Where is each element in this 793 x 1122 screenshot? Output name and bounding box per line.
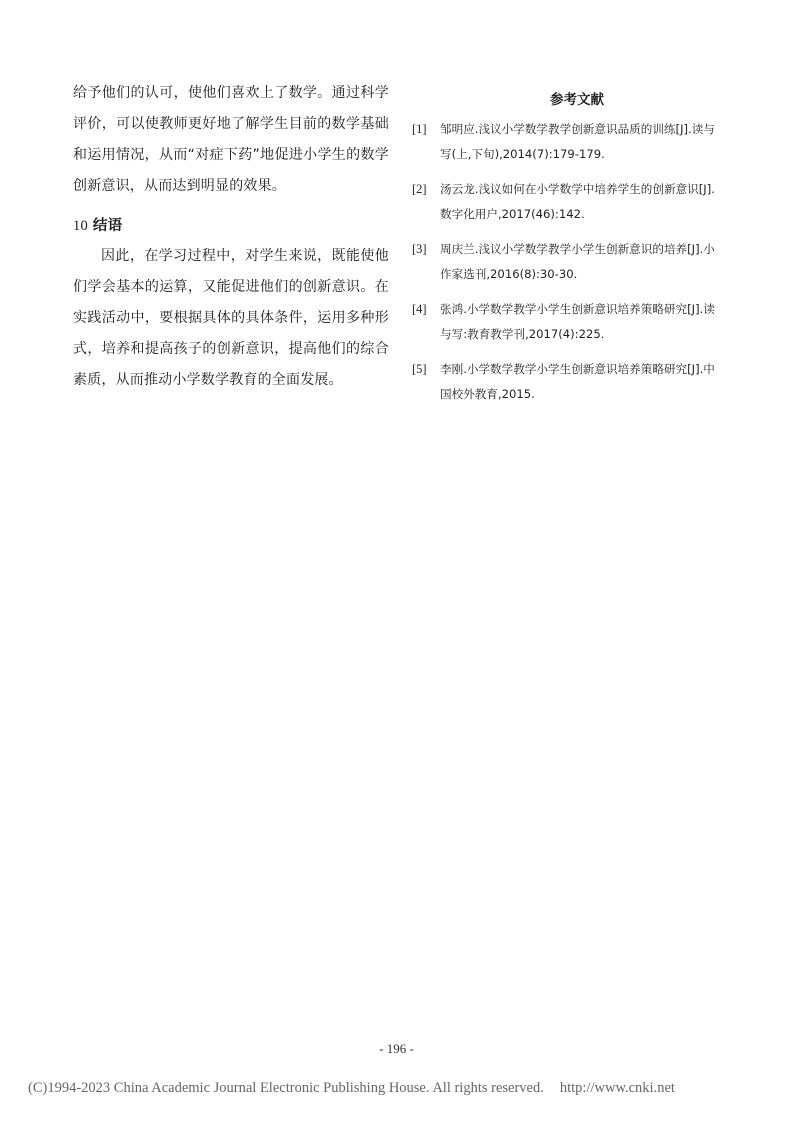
references-list: [412, 117, 724, 407]
intro-paragraph: 给予他们的认可，使他们喜欢上了数学。通过科学评价，可以使教师更好地了解学生目前的数学基础和运用情况，从而“对症下药”地促进小学生的数学创新意识，从而达到明显的效果。: [73, 85, 389, 194]
reference-item: [412, 237, 724, 287]
conclusion-paragraph: 因此，在学习过程中，对学生来说，既能使他们学会基本的运算，又能促进他们的创新意识。在实践活动中，要根据具体的具体条件，运用多种形式，培养和提高孩子的创新意识，提高他们的综合素质，从而推动小学数学教育的全面发展。: [73, 248, 389, 388]
reference-item: [412, 297, 724, 347]
copyright-text: (C)1994-2023 China Academic Journal Electronic Publishing House. All rights reserved.: [28, 1080, 544, 1096]
left-column: [73, 78, 389, 396]
reference-text: 张鸿.小学数学教学小学生创新意识培养策略研究[J].读与写:教育教学刊,2017(4):225.: [440, 302, 715, 341]
section-number: 10: [73, 218, 88, 234]
reference-number: [1]: [412, 122, 427, 136]
copyright-footer: [28, 1080, 768, 1097]
reference-text: 李刚.小学数学教学小学生创新意识培养策略研究[J].中国校外教育,2015.: [440, 362, 715, 401]
section-title: 结语: [92, 218, 123, 234]
references-title: 参考文献: [550, 92, 604, 108]
reference-number: [3]: [412, 242, 427, 256]
reference-item: [412, 177, 724, 227]
reference-text: 邹明应.浅议小学数学教学创新意识品质的训练[J].读与写(上,下旬),2014(7):179-179.: [440, 122, 715, 161]
section-heading: [73, 211, 389, 241]
reference-number: [5]: [412, 362, 427, 376]
page-number: - 196 -: [379, 1041, 414, 1056]
reference-text: 周庆兰.浅议小学数学教学小学生创新意识的培养[J].小作家选刊,2016(8):30-30.: [440, 242, 715, 281]
reference-number: [4]: [412, 302, 427, 316]
reference-number: [2]: [412, 182, 427, 196]
reference-text: 汤云龙.浅议如何在小学数学中培养学生的创新意识[J].数字化用户,2017(46):142.: [440, 182, 715, 221]
reference-item: [412, 117, 724, 167]
references-column: [412, 88, 724, 417]
cnki-url[interactable]: http://www.cnki.net: [559, 1080, 675, 1096]
reference-item: [412, 357, 724, 407]
